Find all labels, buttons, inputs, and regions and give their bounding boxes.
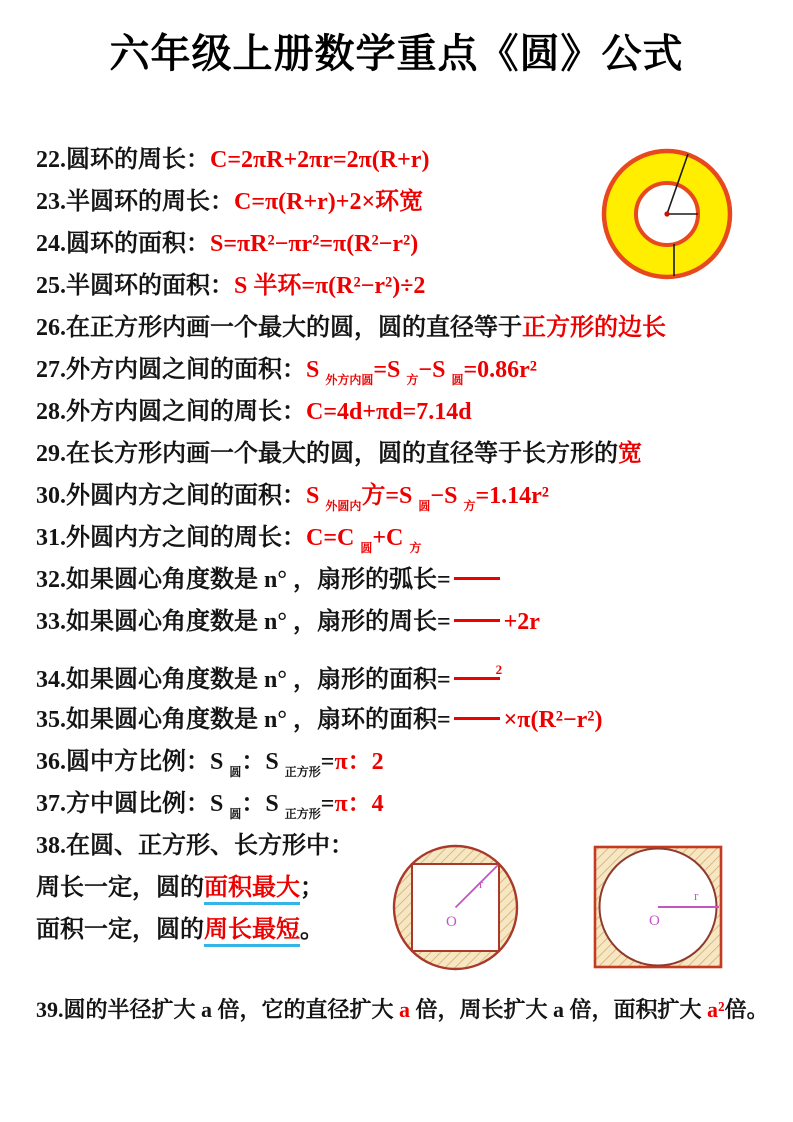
text-segment: C=2πR+2πr=2π(R+r): [210, 147, 430, 173]
text-segment: 正方形: [284, 807, 321, 821]
text-segment: =S: [385, 483, 419, 509]
formula-line-27: [36, 349, 787, 391]
fraction-dash: [454, 577, 500, 580]
formula-line-26: [36, 307, 787, 349]
text-segment: 25.半圆环的面积：: [36, 273, 234, 299]
text-segment: 。: [300, 917, 324, 943]
ring-center-dot: [664, 211, 669, 216]
text-segment: 倍。: [724, 997, 769, 1022]
ring-figure: [600, 143, 734, 285]
formula-line-33: [36, 601, 787, 643]
text-segment: π：2: [334, 749, 384, 775]
text-segment: 29.在长方形内画一个最大的圆，圆的直径等于长方形的: [36, 441, 618, 467]
text-segment: C=π(R+r)+2×: [234, 189, 376, 215]
text-segment: S: [306, 483, 326, 509]
text-segment: 23.半圆环的周长：: [36, 189, 234, 215]
text-segment: =0.86r²: [463, 357, 537, 383]
formula-line-31: [36, 517, 787, 559]
text-segment: 外圆内: [325, 499, 362, 513]
text-segment: 32.如果圆心角度数是 n° ，扇形的弧长=: [36, 567, 451, 593]
radius-label: r: [479, 876, 484, 891]
circle-in-square-figure: [592, 844, 724, 972]
text-segment: 2: [495, 662, 503, 677]
text-segment: 27.外方内圆之间的面积：: [36, 357, 306, 383]
formula-line-30: [36, 475, 787, 517]
fraction-dash: [454, 619, 500, 622]
text-segment: 圆: [451, 373, 464, 387]
text-segment: 圆: [360, 541, 373, 555]
text-segment: =π(R²−r²)÷2: [301, 273, 426, 299]
text-segment: a²: [707, 997, 725, 1022]
text-segment: +C: [372, 525, 410, 551]
text-segment: ×π(R²−r²): [503, 707, 603, 733]
text-segment: 圆: [418, 499, 431, 513]
text-segment: 方: [361, 483, 386, 509]
text-segment: 圆: [229, 807, 242, 821]
fraction-dash: [454, 717, 500, 720]
text-segment: 方: [463, 499, 476, 513]
text-segment: 圆: [229, 765, 242, 779]
formula-line-28: [36, 391, 787, 433]
fraction-dash: [454, 677, 500, 680]
text-segment: a: [399, 997, 411, 1022]
text-segment: =S: [373, 357, 407, 383]
text-segment: 33.如果圆心角度数是 n° ，扇形的周长=: [36, 609, 451, 635]
text-segment: 37.方中圆比例：S: [36, 791, 230, 817]
text-segment: 34.如果圆心角度数是 n° ，扇形的面积=: [36, 667, 451, 693]
text-segment: C=4d+πd=7.14d: [306, 399, 472, 425]
text-segment: 正方形的边长: [522, 315, 666, 341]
formula-line-34: [36, 649, 787, 691]
text-segment: −S: [418, 357, 452, 383]
formula-line-32: [36, 559, 787, 601]
text-segment: 宽: [618, 441, 642, 467]
text-segment: 外方内圆: [325, 373, 374, 387]
text-segment: =: [320, 749, 335, 775]
text-segment: 28.外方内圆之间的周长：: [36, 399, 306, 425]
text-segment: 39.圆的半径扩大 a 倍，它的直径扩大: [36, 997, 400, 1022]
text-segment: =1.14r²: [475, 483, 549, 509]
text-segment: S: [234, 273, 254, 299]
formula-line-39: [36, 989, 787, 1031]
text-segment: 26.在正方形内画一个最大的圆，圆的直径等于: [36, 315, 522, 341]
text-segment: 半环: [253, 273, 302, 299]
text-segment: π：4: [334, 791, 384, 817]
text-segment: S=πR²−πr²=π(R²−r²): [210, 231, 419, 257]
text-segment: ；: [300, 875, 324, 901]
text-segment: 周长最短: [204, 917, 300, 947]
formula-line-36: [36, 741, 787, 783]
text-segment: 正方形: [284, 765, 321, 779]
text-segment: 倍，周长扩大 a 倍，面积扩大: [410, 997, 708, 1022]
text-segment: −S: [430, 483, 464, 509]
text-segment: 周长一定，圆的: [36, 875, 204, 901]
text-segment: 面积最大: [204, 875, 300, 905]
text-segment: S: [306, 357, 326, 383]
square-in-circle-figure: [391, 843, 520, 972]
radius-label: r: [694, 888, 699, 903]
text-segment: ：S: [241, 791, 285, 817]
center-label: O: [446, 914, 457, 930]
text-segment: =: [320, 791, 335, 817]
formula-line-35: [36, 699, 787, 741]
text-segment: ：S: [241, 749, 285, 775]
text-segment: 36.圆中方比例：S: [36, 749, 230, 775]
text-segment: 22.圆环的周长：: [36, 147, 210, 173]
center-label: O: [649, 913, 660, 929]
formula-line-29: [36, 433, 787, 475]
text-segment: 35.如果圆心角度数是 n° ，扇环的面积=: [36, 707, 451, 733]
text-segment: 方: [409, 541, 422, 555]
text-segment: C=C: [306, 525, 361, 551]
text-segment: 面积一定，圆的: [36, 917, 204, 943]
text-segment: 环宽: [375, 189, 424, 215]
text-segment: 31.外圆内方之间的周长：: [36, 525, 306, 551]
formula-line-37: [36, 783, 787, 825]
text-segment: 方: [406, 373, 419, 387]
text-segment: 24.圆环的面积：: [36, 231, 210, 257]
text-segment: 38.在圆、正方形、长方形中：: [36, 833, 354, 859]
page-title: 六年级上册数学重点《圆》公式: [109, 31, 684, 76]
text-segment: +2r: [503, 609, 540, 635]
text-segment: 30.外圆内方之间的面积：: [36, 483, 306, 509]
